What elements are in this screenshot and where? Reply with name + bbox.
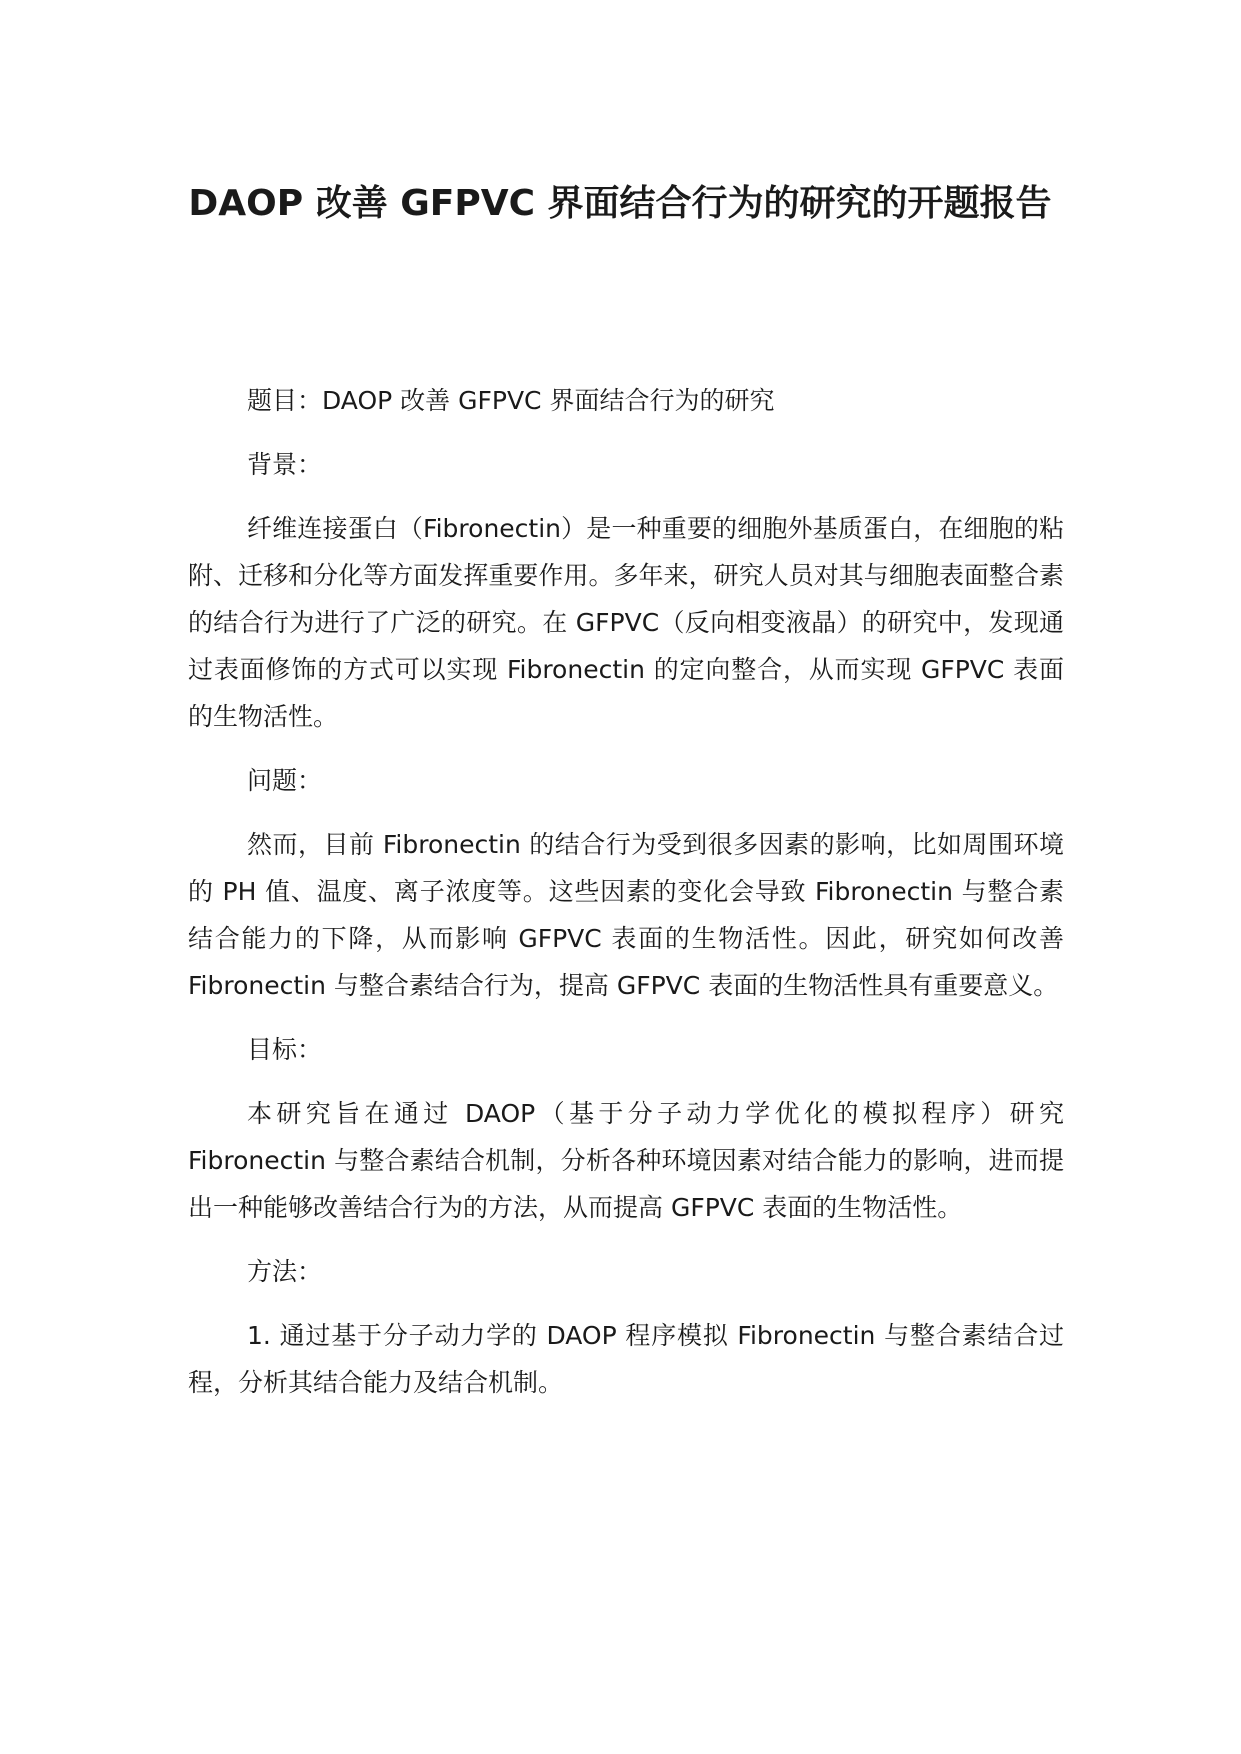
goal-heading: 目标： <box>247 1035 323 1064</box>
method-item-1: 1. 通过基于分子动力学的 DAOP 程序模拟 Fibronectin 与整合素结合过程，分析其结合能力及结合机制。 <box>188 1321 1064 1397</box>
method-heading: 方法： <box>247 1257 323 1286</box>
problem-paragraph: 然而，目前 Fibronectin 的结合行为受到很多因素的影响，比如周围环境的 PH 值、温度、离子浓度等。这些因素的变化会导致 Fibronectin 与整合素结合能力的下降，从而影响 GFPVC 表面的生物活性。因此，研究如何改善 Fibronectin 与整合素结合行为，提高 GFPVC 表面的生物活性具有重要意义。 <box>188 830 1064 1000</box>
document-title: DAOP 改善 GFPVC 界面结合行为的研究的开题报告 <box>188 183 1052 224</box>
background-paragraph: 纤维连接蛋白（Fibronectin）是一种重要的细胞外基质蛋白，在细胞的粘附、迁移和分化等方面发挥重要作用。多年来，研究人员对其与细胞表面整合素的结合行为进行了广泛的研究。在 GFPVC（反向相变液晶）的研究中，发现通过表面修饰的方式可以实现 Fibronectin 的定向整合，从而实现 GFPVC 表面的生物活性。 <box>188 514 1064 731</box>
background-heading: 背景： <box>247 450 323 479</box>
problem-heading: 问题： <box>247 766 323 795</box>
document-body <box>188 377 1064 1423</box>
goal-paragraph: 本研究旨在通过 DAOP（基于分子动力学优化的模拟程序）研究 Fibronectin 与整合素结合机制，分析各种环境因素对结合能力的影响，进而提出一种能够改善结合行为的方法，从而提高 GFPVC 表面的生物活性。 <box>188 1099 1064 1222</box>
topic-line: 题目：DAOP 改善 GFPVC 界面结合行为的研究 <box>247 386 775 415</box>
